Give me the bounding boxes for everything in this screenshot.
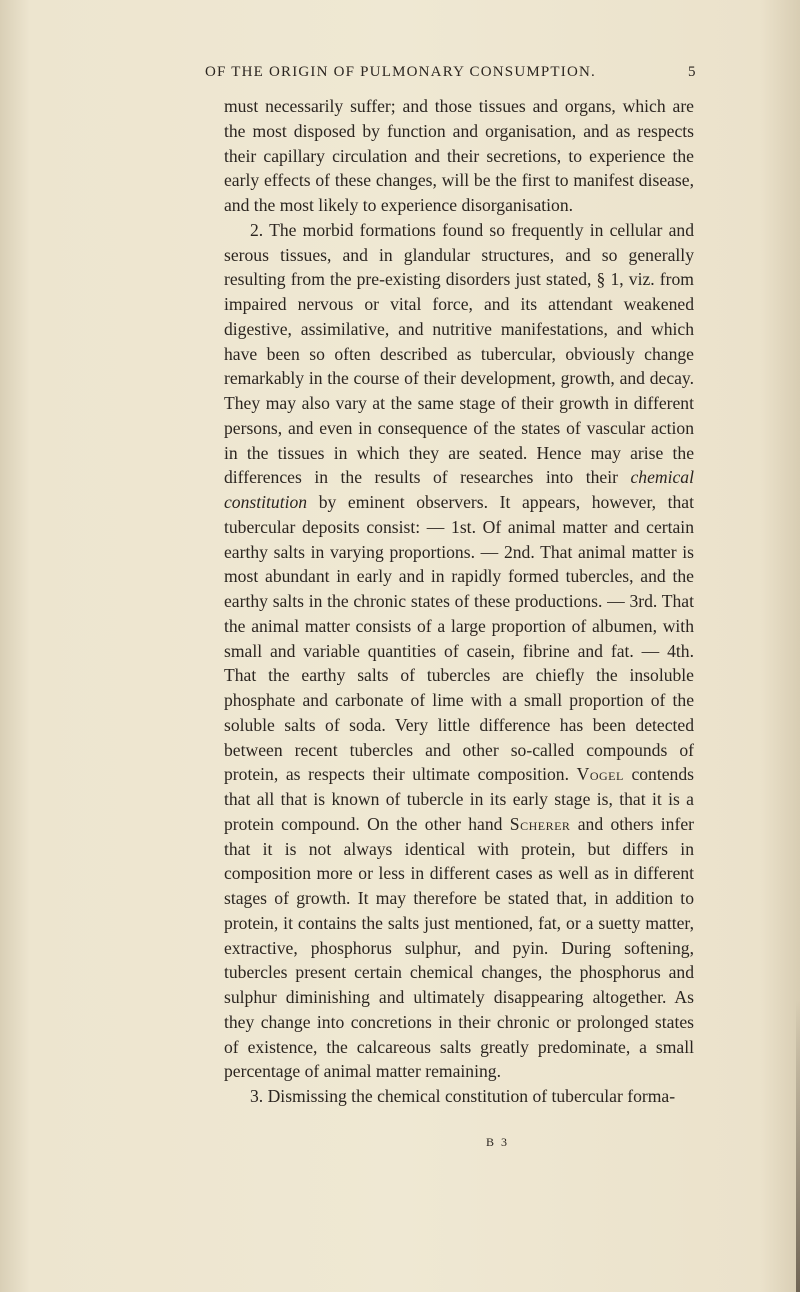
paragraph-1-text: must necessarily suffer; and those tissues and organs, which are the most disposed by function and organisation, and as respects their capillary circulation and their secretions, to experience the early effects of these changes, will be the first to manifest disease, and the most likely to experience disorganisation. (224, 96, 694, 215)
paragraph-3 (224, 1084, 694, 1109)
paragraph-2-text-d: and others infer that it is not always identical with protein, but differs in composition more or less in different cases as well as in different stages of growth. It may therefore be stated that, in addition to protein, it contains the salts just mentioned, fat, or a suetty matter, extractive, phosphorus sulphur, and pyin. During softening, tubercles present certain chemical changes, the phosphorus and sulphur diminishing and ultimately disappearing altogether. As they change into concretions in their chronic or prolonged states of existence, the calcareous salts greatly predominate, a small percentage of animal matter remaining. (224, 813, 694, 1082)
running-head (0, 64, 800, 84)
paragraph-2-text-c: contends that all that is known of tubercle in its early stage is, that it is a protein compound. On the other hand (224, 764, 694, 834)
page-edge-shadow (796, 1000, 800, 1292)
signature-mark: B 3 (486, 1135, 510, 1149)
body-text (224, 94, 694, 1109)
page-number: 5 (688, 64, 696, 80)
author-name-scherer: Scherer (509, 813, 571, 834)
paragraph-2-text-b: by eminent observers. It appears, however, that tubercular deposits consist: — 1st. Of animal matter and certain earthy salts in varying proportions. — 2nd. That animal matter is most abundant in early and in rapidly formed tubercles, and the earthy salts in the chronic states of these productions. — 3rd. That the animal matter consists of a large proportion of albumen, with small and variable quantities of casein, fibrine and fat. — 4th. That the earthy salts of tubercles are chiefly the insoluble phosphate and carbonate of lime with a small proportion of the soluble salts of soda. Very little difference has been detected between recent tubercles and other so-called compounds of protein, as respects their ultimate composition. (224, 492, 694, 785)
running-title: OF THE ORIGIN OF PULMONARY CONSUMPTION. (205, 64, 597, 80)
author-name-vogel: Vogel (576, 764, 624, 785)
paragraph-2-text-a: 2. The morbid formations found so frequently in cellular and serous tissues, and in glandular structures, and so generally resulting from the pre-existing disorders just stated, § 1, viz. from impaired nervous or vital force, and its attendant weakened digestive, assimilative, and nutritive manifestations, and which have been so often described as tubercular, obviously change remarkably in the course of their development, growth, and decay. They may also vary at the same stage of their growth in different persons, and even in consequence of the states of vascular action in the tissues in which they are seated. Hence may arise the differences in the results of researches into their (224, 219, 694, 488)
paragraph-2 (224, 218, 694, 1084)
paragraph-1 (224, 94, 694, 218)
paragraph-3-text: 3. Dismissing the chemical constitution of tubercular forma- (250, 1086, 676, 1106)
emphasis-chemical-constitution: chemical constitution (224, 467, 694, 512)
